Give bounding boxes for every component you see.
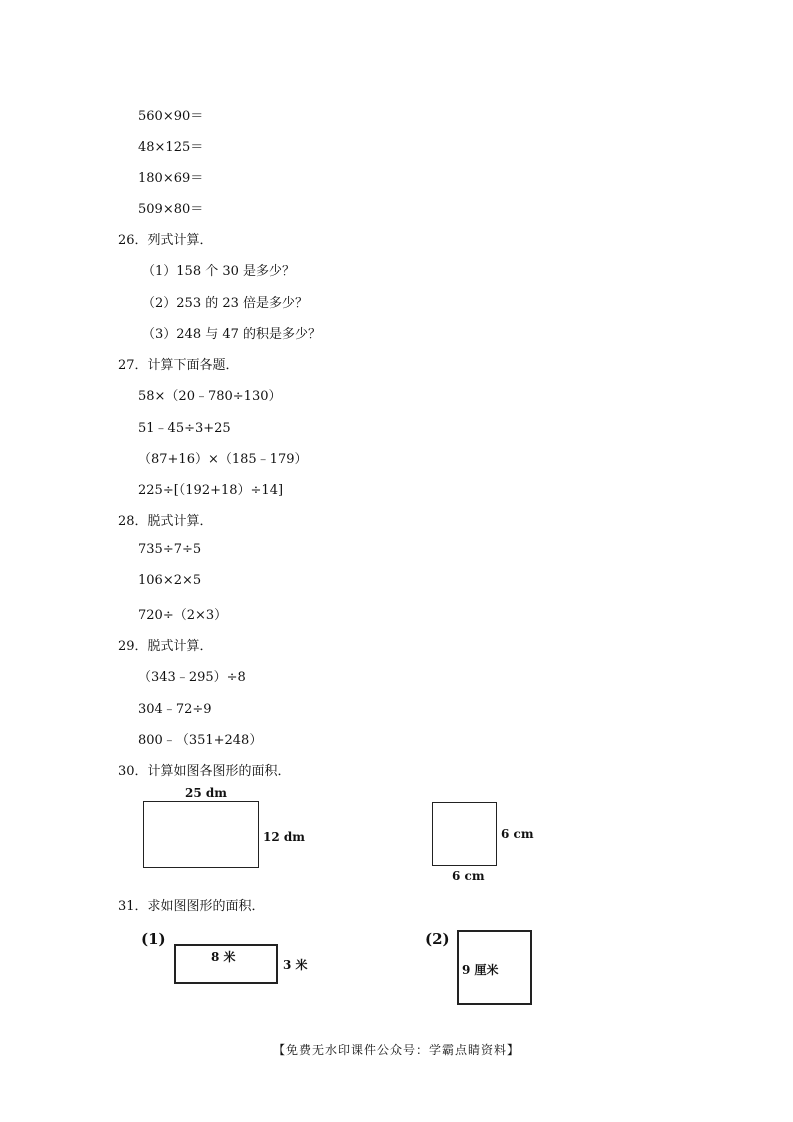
equation-item: 509×80＝: [138, 202, 204, 217]
equation-item: 560×90＝: [138, 109, 204, 124]
question-title: 29．脱式计算．: [118, 639, 213, 654]
question-item: 304﹣72÷9: [138, 702, 212, 717]
question-item: （2）253 的 23 倍是多少？: [142, 296, 309, 311]
question-item: 58×（20﹣780÷130）: [138, 389, 282, 404]
rectangle-shape: [143, 801, 259, 868]
question-item: 225÷[（192+18）÷14]: [138, 483, 284, 498]
question-item: 735÷7÷5: [138, 542, 202, 557]
rectangle-length-label: 25 dm: [185, 786, 227, 800]
square-shape: [432, 802, 497, 866]
square-side-label: 6 cm: [501, 827, 534, 841]
question-item: （1）158 个 30 是多少？: [142, 264, 296, 279]
question-item: 720÷（2×3）: [138, 608, 228, 623]
footer-notice: 【免费无水印课件公众号：学霸点睛资料】: [272, 1043, 520, 1057]
question-title: 28．脱式计算．: [118, 514, 213, 529]
rectangle-length-label: 8 米: [211, 950, 236, 964]
question-title: 27．计算下面各题．: [118, 358, 239, 373]
question-title: 30．计算如图各图形的面积．: [118, 764, 291, 779]
figure-tag: (1): [141, 930, 166, 948]
equation-item: 48×125＝: [138, 140, 204, 155]
question-item: 51﹣45÷3+25: [138, 421, 231, 436]
equation-item: 180×69＝: [138, 171, 204, 186]
question-item: 800﹣（351+248）: [138, 733, 263, 748]
rectangle-width-label: 3 米: [283, 958, 308, 972]
question-item: （343﹣295）÷8: [138, 670, 246, 685]
question-title: 31．求如图图形的面积．: [118, 899, 265, 914]
question-item: （87+16）×（185﹣179）: [138, 452, 308, 467]
question-item: 106×2×5: [138, 573, 202, 588]
figure-tag: (2): [425, 930, 450, 948]
question-title: 26．列式计算．: [118, 233, 213, 248]
rectangle-width-label: 12 dm: [263, 830, 305, 844]
question-item: （3）248 与 47 的积是多少？: [142, 327, 322, 342]
square-bottom-label: 6 cm: [452, 869, 485, 883]
square-side-label: 9 厘米: [462, 963, 499, 977]
